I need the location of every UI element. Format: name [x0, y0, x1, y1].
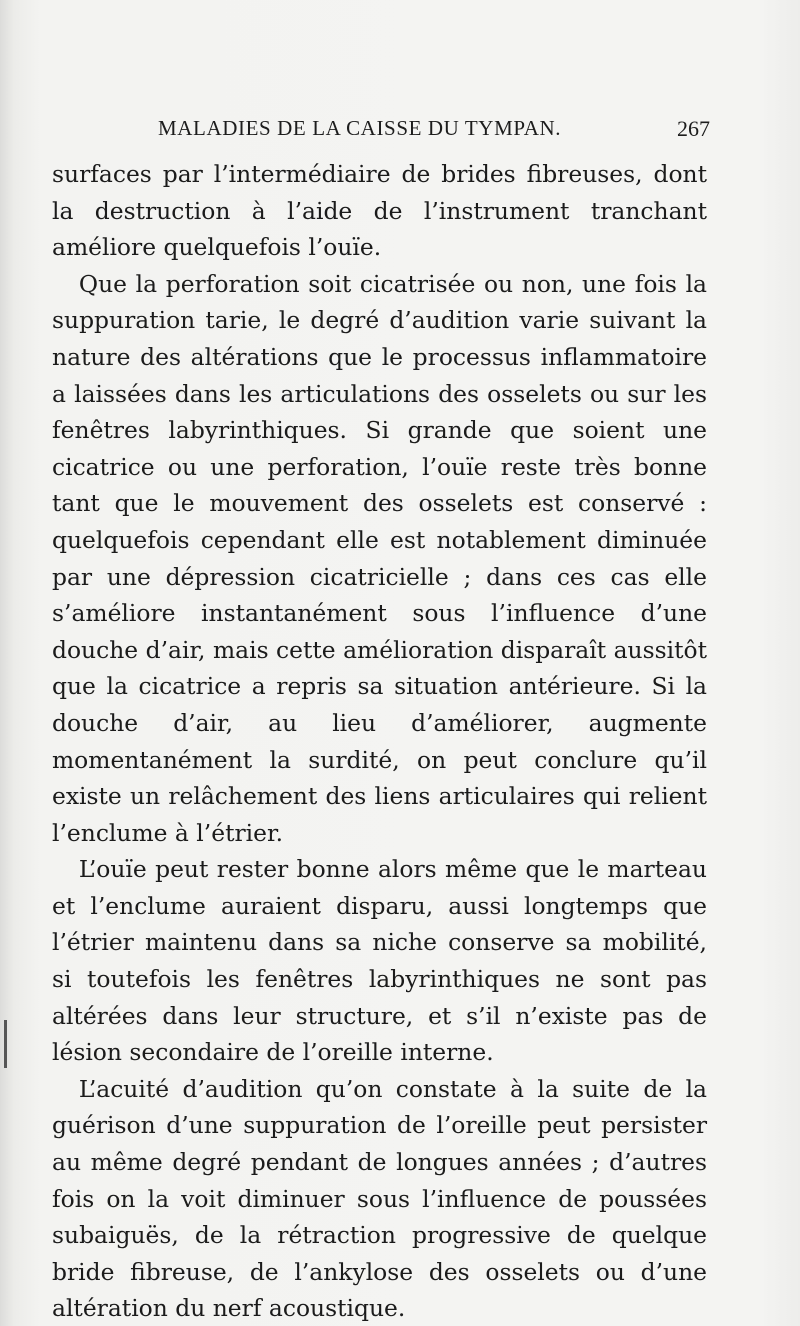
paragraph: Que la perforation soit cicatrisée ou non, une fois la suppuration tarie, le degré d’audition varie suivant la nature des altérations que le processus inflammatoire a laissées dans les articulations des osselets ou sur les fenêtres labyrinthiques. Si grande que soient une cicatrice ou une perforation, l’ouïe reste très bonne tant que le mouvement des osselets est conservé : quelquefois cependant elle est notablement diminuée par une dépression cicatricielle ; dans ces cas elle s’améliore instantanément sous l’influence d’une douche d’air, mais cette amélioration disparaît aussitôt que la cicatrice a repris sa situation antérieure. Si la douche d’air, au lieu d’améliorer, augmente momentanément la surdité, on peut conclure qu’il existe un relâchement des liens articulaires qui relient l’enclume à l’étrier. [52, 269, 707, 847]
margin-mark [4, 1020, 7, 1068]
running-head [52, 116, 712, 146]
running-title: MALADIES DE LA CAISSE DU TYMPAN. [158, 116, 562, 140]
page-number: 267 [677, 116, 710, 141]
body-text [52, 156, 707, 1326]
paragraph: L’ouïe peut rester bonne alors même que le marteau et l’enclume auraient disparu, aussi longtemps que l’étrier maintenu dans sa niche conserve sa mobilité, si toutefois les fenêtres labyrinthiques ne sont pas altérées dans leur structure, et s’il n’existe pas de lésion secondaire de l’oreille interne. [52, 855, 707, 1067]
paragraph: L’acuité d’audition qu’on constate à la suite de la guérison d’une suppuration de l’oreille peut persister au même degré pendant de longues années ; d’autres fois on la voit diminuer sous l’influence de poussées subaiguës, de la rétraction progressive de quelque bride fibreuse, de l’ankylose des osselets ou d’une altération du nerf acoustique. [52, 1074, 707, 1323]
paragraph-continuation: surfaces par l’intermédiaire de brides fibreuses, dont la destruction à l’aide de l’instrument tranchant améliore quelquefois l’ouïe. [52, 160, 707, 262]
